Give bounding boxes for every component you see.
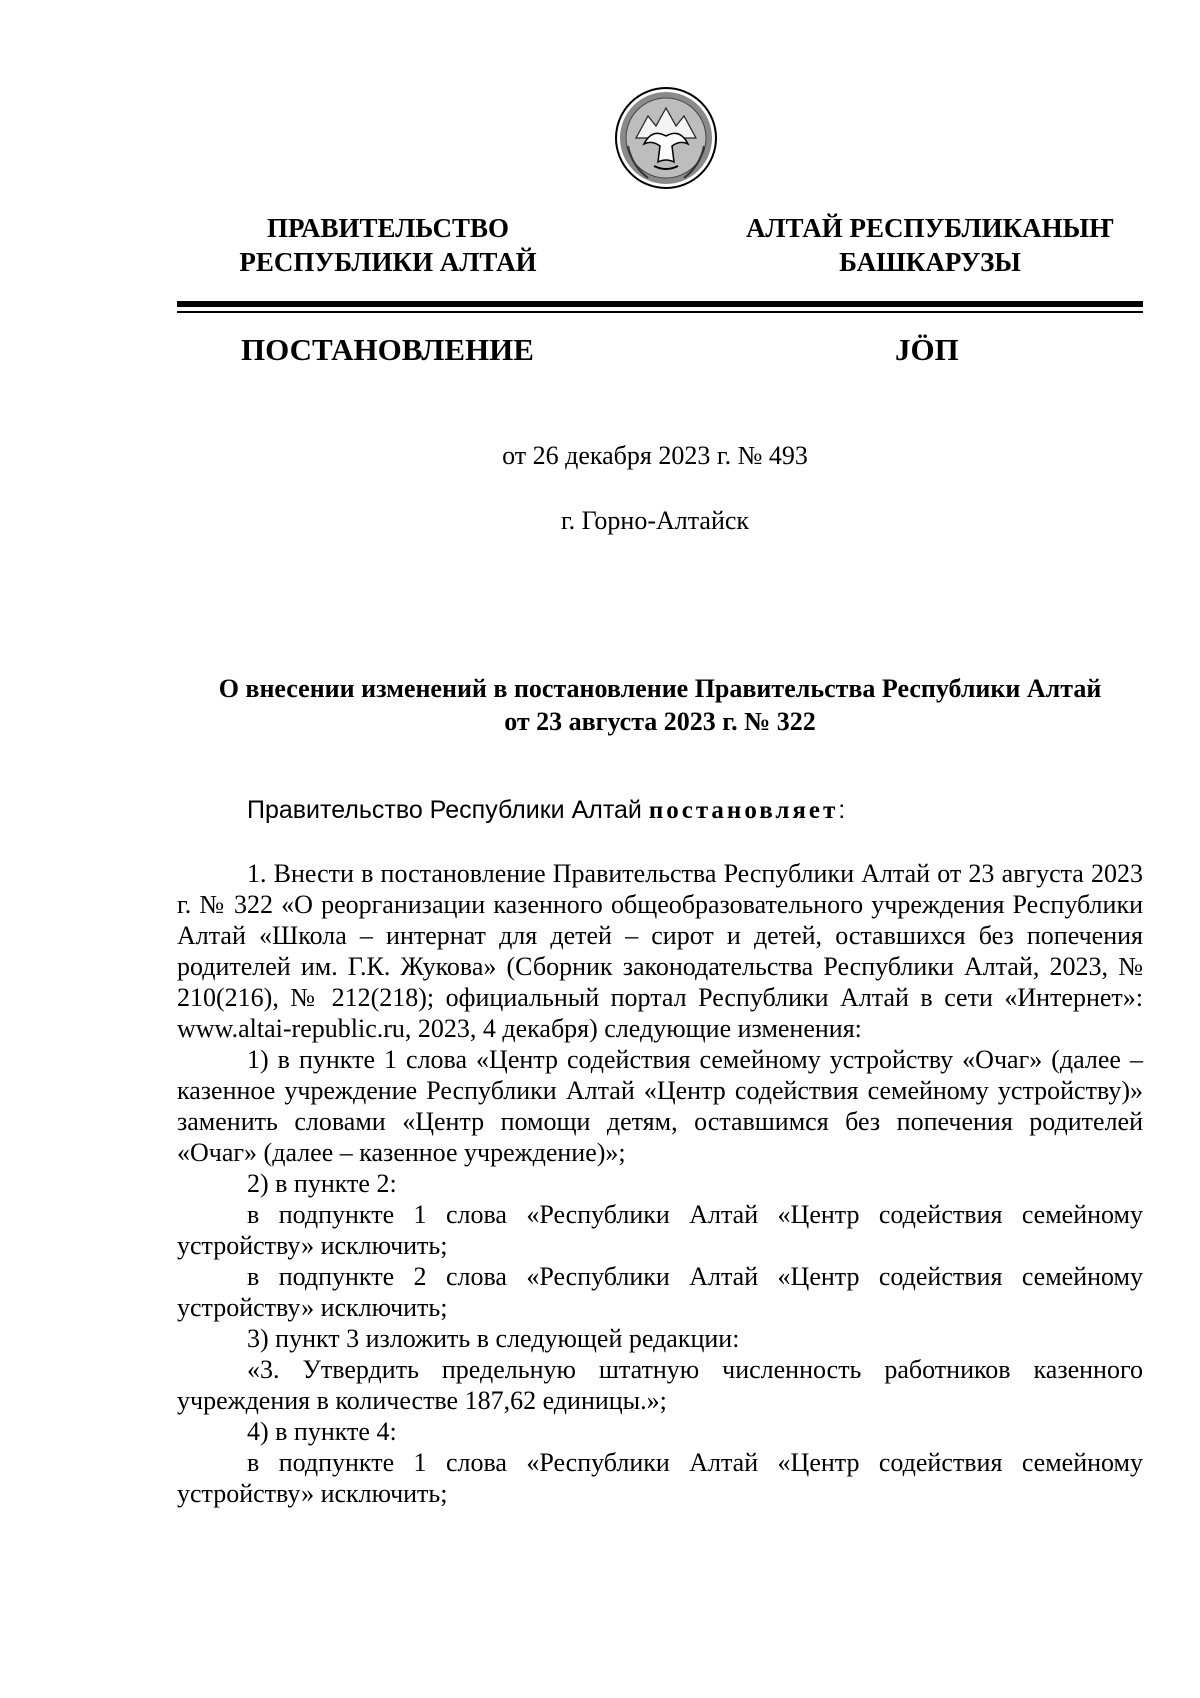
org-name-alt-line1: АЛТАЙ РЕСПУБЛИКАНЫҤ [745,213,1115,243]
org-name-ru-line2: РЕСПУБЛИКИ АЛТАЙ [239,247,537,277]
coat-of-arms-icon [614,86,718,190]
org-name-ru-line1: ПРАВИТЕЛЬСТВО [266,213,510,243]
title-line2: от 23 августа 2023 г. № 322 [504,707,816,736]
intro-suffix: : [838,796,846,824]
org-name-alt-line2: БАШКАРУЗЫ [839,247,1021,277]
body-paragraph: 3) пункт 3 изложить в следующей редакции: [247,1324,740,1353]
doc-type-russian: ПОСТАНОВЛЕНИЕ [241,332,534,367]
doc-type-altai: JӦП [895,332,959,367]
body-paragraph: в подпункте 1 слова «Республики Алтай «Центр содействия семейному устройству» исключить; [177,1200,1143,1260]
org-name-russian [218,211,558,279]
body-paragraph: «3. Утвердить предельную штатную численность работников казенного учреждения в количестве 187,62 единицы.»; [177,1355,1143,1415]
intro-paragraph [177,795,1143,826]
body-paragraph: в подпункте 1 слова «Республики Алтай «Центр содействия семейному устройству» исключить; [177,1448,1143,1508]
header-divider-thin [177,311,1143,313]
body-paragraph: 2) в пункте 2: [247,1169,397,1198]
body-paragraph: 4) в пункте 4: [247,1417,397,1446]
org-name-altai [720,211,1140,279]
intro-keyword: постановляет [648,797,839,824]
document-body [177,795,1143,1509]
document-city: г. Горно-Алтайск [560,506,750,535]
intro-prefix: Правительство Республики Алтай [247,796,649,824]
body-paragraph: в подпункте 2 слова «Республики Алтай «Центр содействия семейному устройству» исключить; [177,1262,1143,1322]
header-divider-thick [177,301,1143,307]
document-date-number: от 26 декабря 2023 г. № 493 [502,441,808,470]
title-line1: О внесении изменений в постановление Правительства Республики Алтай [218,674,1102,703]
document-title [177,672,1143,738]
body-paragraph: 1. Внести в постановление Правительства Республики Алтай от 23 августа 2023 г. № 322 «О реорганизации казенного общеобразовательного учреждения Республики Алтай «Школа – интернат для детей – сирот и детей, оставшихся без попечения родителей им. Г.К. Жукова» (Сборник законодательства Республики Алтай, 2023, № 210(216), № 212(218); официальный портал Республики Алтай в сети «Интернет»: www.altai-republic.ru, 2023, 4 декабря) следующие изменения: [177,859,1143,1043]
body-paragraph: 1) в пункте 1 слова «Центр содействия семейному устройству «Очаг» (далее – казенное учреждение Республики Алтай «Центр содействия семейному устройству)» заменить словами «Центр помощи детям, оставшимся без попечения родителей «Очаг» (далее – казенное учреждение)»; [177,1045,1143,1167]
